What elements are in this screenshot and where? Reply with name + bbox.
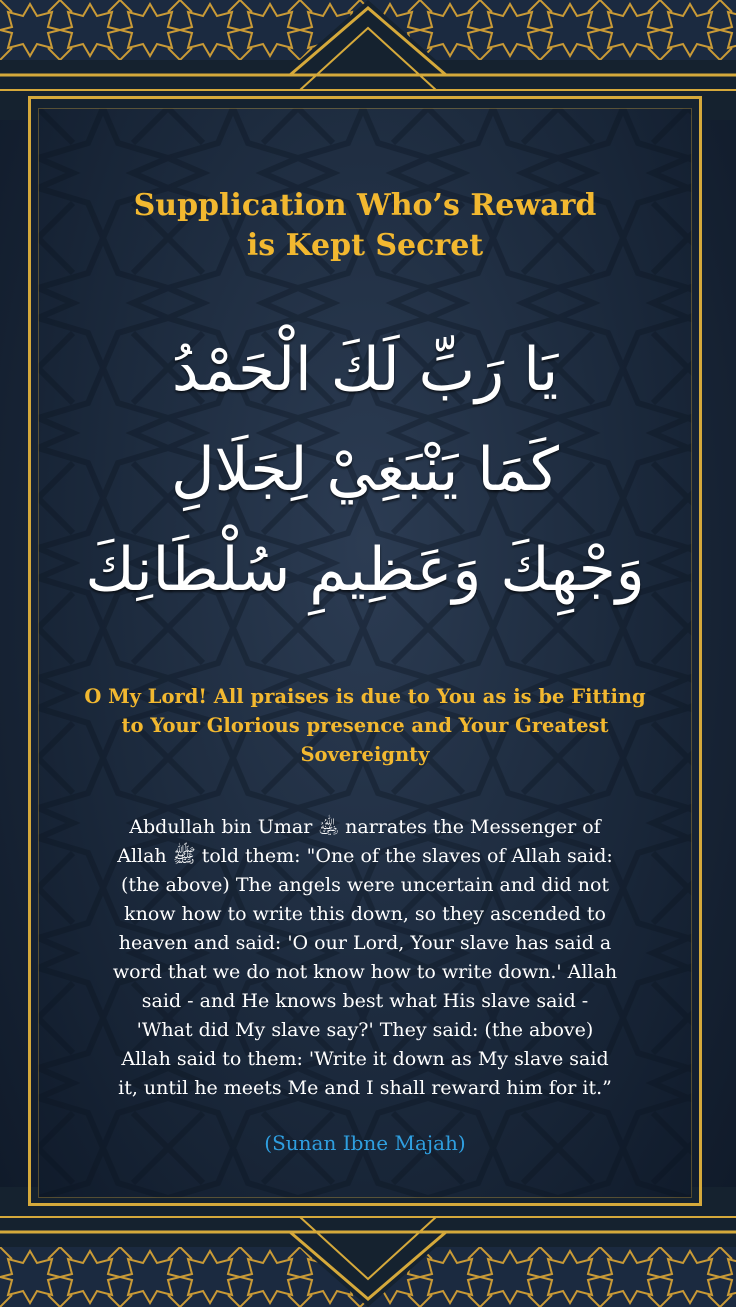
page-title [38, 186, 692, 266]
hadith-narration [58, 813, 672, 1103]
narration-line: Abdullah bin Umar ﵁ narrates the Messenger of [129, 816, 601, 838]
narration-line: it, until he meets Me and I shall reward him for it.” [118, 1077, 612, 1099]
narration-line: know how to write this down, so they ascended to [124, 903, 606, 925]
narration-line: Allah said to them: 'Write it down as My slave said [121, 1048, 609, 1070]
narration-line: word that we do not know how to write down.' Allah [112, 961, 618, 983]
arabic-line-2: كَمَا يَنْبَغِيْ لِجَلَالِ [171, 435, 559, 505]
hadith-source: (Sunan Ibne Majah) [264, 1131, 466, 1155]
arabic-line-3: وَجْهِكَ وَعَظِيمِ سُلْطَانِكَ [85, 535, 645, 605]
arabic-line-1: يَا رَبِّ لَكَ الْحَمْدُ [171, 335, 559, 405]
content-panel [38, 108, 692, 1198]
title-line-1: Supplication Who’s Reward [133, 188, 597, 223]
english-translation: O My Lord! All praises is due to You as is be Fitting to Your Glorious presence and Your Greatest Sovereignty [84, 685, 646, 766]
narration-line: 'What did My slave say?' They said: (the above) [136, 1019, 594, 1041]
title-line-2: is Kept Secret [246, 228, 484, 263]
narration-line: (the above) The angels were uncertain and did not [120, 874, 610, 896]
narration-line: said - and He knows best what His slave said - [141, 990, 589, 1012]
narration-line: Allah ﷺ told them: "One of the slaves of Allah said: [117, 845, 613, 867]
arabic-supplication [38, 320, 692, 620]
narration-line: heaven and said: 'O our Lord, Your slave has said a [118, 932, 612, 954]
